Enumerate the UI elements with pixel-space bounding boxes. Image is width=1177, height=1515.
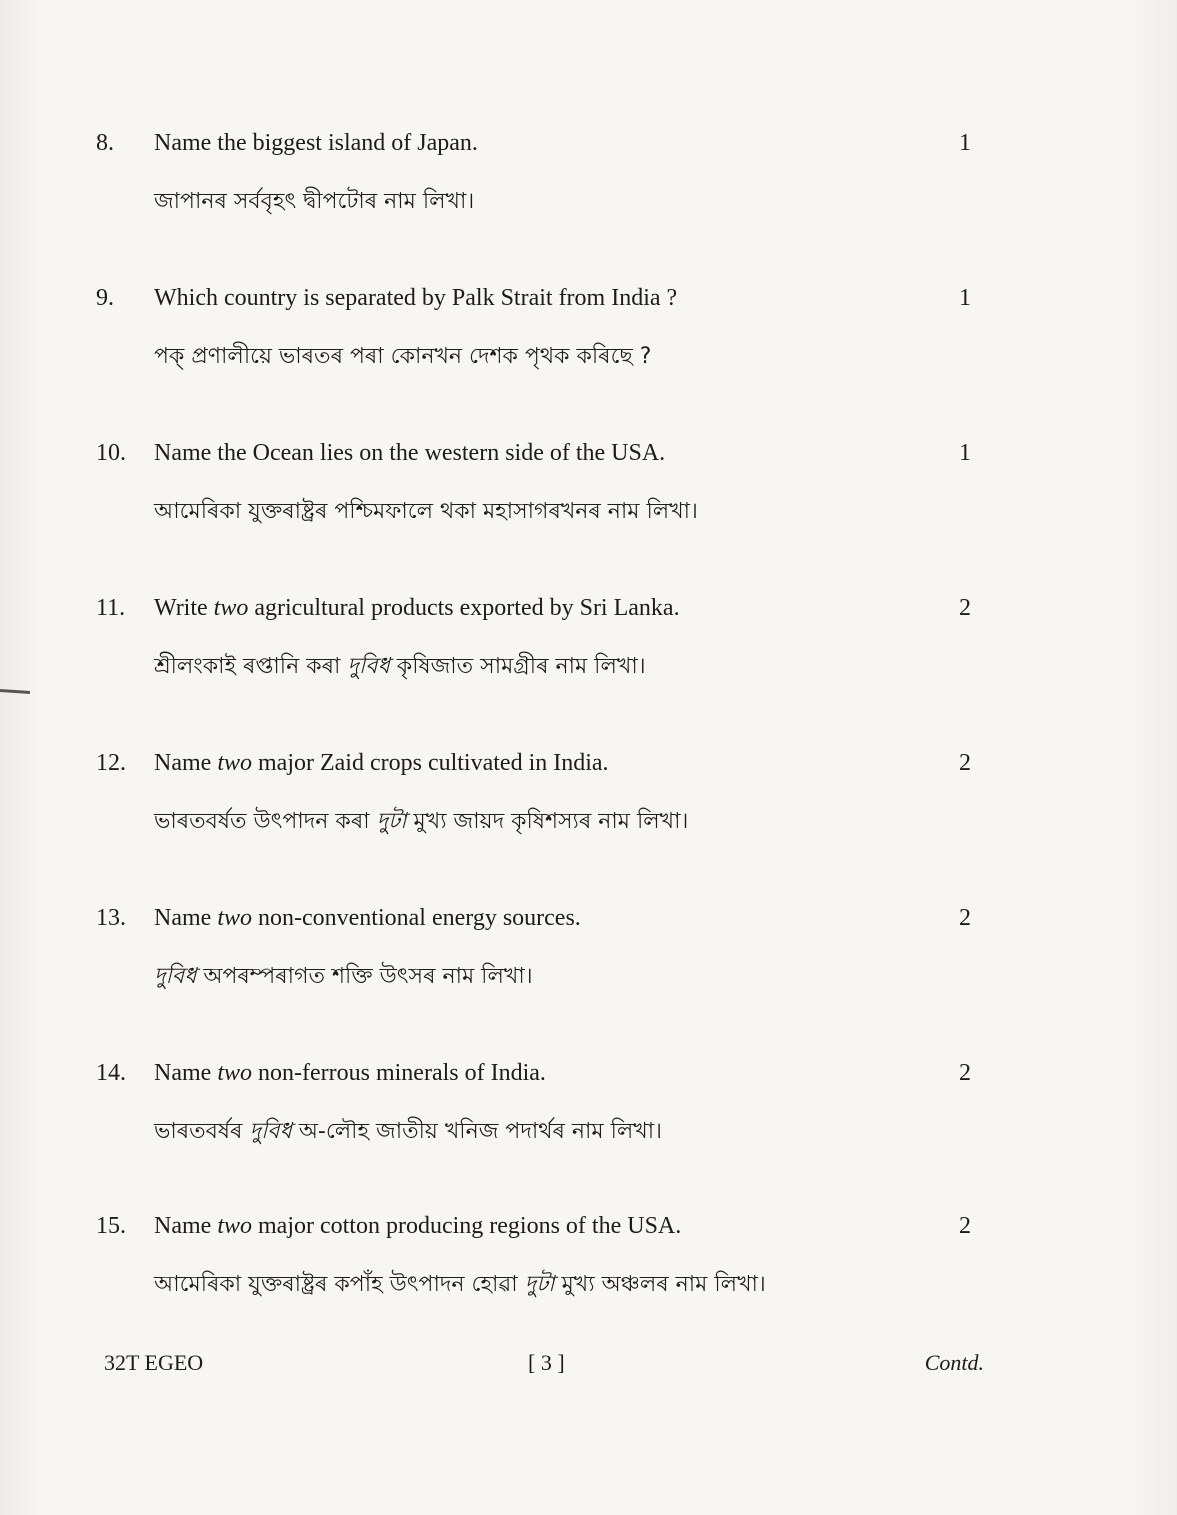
- question-number: 9.: [96, 285, 114, 311]
- question-number: 14.: [96, 1060, 126, 1086]
- question-assamese: আমেৰিকা যুক্তৰাষ্ট্ৰৰ কপাঁহ উৎপাদন হোৱা দুটা মুখ্য অঞ্চলৰ নাম লিখা।: [154, 1272, 766, 1297]
- question-row: [96, 750, 981, 790]
- question-marks: 2: [959, 905, 971, 931]
- question-assamese: ভাৰতবৰ্ষত উৎপাদন কৰা দুটা মুখ্য জায়দ কৃষিশস্যৰ নাম লিখা।: [154, 809, 689, 834]
- question-assamese: ভাৰতবৰ্ষৰ দুবিধ অ-লৌহ জাতীয় খনিজ পদাৰ্থৰ নাম লিখা।: [154, 1119, 662, 1144]
- question-9: [96, 285, 981, 405]
- question-text: Name the Ocean lies on the western side of the USA.: [154, 440, 666, 466]
- question-row: [96, 595, 981, 635]
- question-text: Which country is separated by Palk Strait from India ?: [154, 285, 678, 311]
- question-assamese: জাপানৰ সৰ্ববৃহৎ দ্বীপটোৰ নাম লিখা।: [154, 189, 475, 214]
- question-number: 10.: [96, 440, 126, 466]
- question-number: 8.: [96, 130, 114, 156]
- question-number: 13.: [96, 905, 126, 931]
- question-row: [96, 285, 981, 325]
- question-text: Name two major Zaid crops cultivated in India.: [154, 750, 609, 776]
- question-row: [96, 130, 981, 170]
- question-text: Name two non-ferrous minerals of India.: [154, 1060, 546, 1086]
- question-assamese: দুবিধ অপৰম্পৰাগত শক্তি উৎসৰ নাম লিখা।: [154, 964, 533, 989]
- question-13: [96, 905, 981, 1025]
- question-text: Name two non-conventional energy sources.: [154, 905, 581, 931]
- question-11: [96, 595, 981, 715]
- page-footer: [104, 1350, 984, 1380]
- question-row: [96, 1213, 981, 1253]
- question-number: 11.: [96, 595, 126, 621]
- question-10: [96, 440, 981, 560]
- question-row: [96, 1060, 981, 1100]
- question-14: [96, 1060, 981, 1180]
- question-8: [96, 130, 981, 250]
- question-text: Write two agricultural products exported by Sri Lanka.: [154, 595, 680, 621]
- paper-code: 32T EGEO: [104, 1350, 204, 1375]
- question-number: 15.: [96, 1213, 126, 1239]
- page-number: [ 3 ]: [528, 1350, 565, 1375]
- question-row: [96, 440, 981, 480]
- question-number: 12.: [96, 750, 126, 776]
- question-12: [96, 750, 981, 870]
- question-marks: 2: [959, 595, 971, 621]
- question-assamese: আমেৰিকা যুক্তৰাষ্ট্ৰৰ পশ্চিমফালে থকা মহাসাগৰখনৰ নাম লিখা।: [154, 499, 698, 524]
- question-marks: 2: [959, 1213, 971, 1239]
- question-text: Name two major cotton producing regions of the USA.: [154, 1213, 682, 1239]
- question-marks: 2: [959, 750, 971, 776]
- question-row: [96, 905, 981, 945]
- question-text: Name the biggest island of Japan.: [154, 130, 478, 156]
- continued-label: Contd.: [924, 1350, 984, 1375]
- question-15: [96, 1213, 981, 1333]
- question-assamese: পক্ প্ৰণালীয়ে ভাৰতৰ পৰা কোনখন দেশক পৃথক কৰিছে ?: [154, 344, 652, 369]
- question-assamese: শ্ৰীলংকাই ৰপ্তানি কৰা দুবিধ কৃষিজাত সামগ্ৰীৰ নাম লিখা।: [154, 654, 646, 679]
- question-marks: 2: [959, 1060, 971, 1086]
- question-marks: 1: [959, 440, 971, 466]
- question-marks: 1: [959, 130, 971, 156]
- question-marks: 1: [959, 285, 971, 311]
